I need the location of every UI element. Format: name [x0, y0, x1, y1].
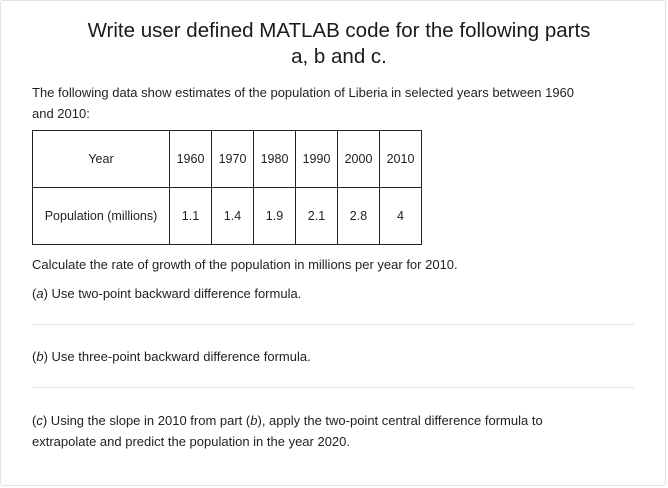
year-header-cell: Year [33, 131, 170, 188]
part-a-text: Use two-point backward difference formula. [47, 286, 302, 301]
question-heading [1, 18, 668, 70]
population-table [32, 130, 422, 245]
population-cell: 2.8 [338, 188, 380, 245]
year-cell: 1990 [296, 131, 338, 188]
population-header-cell: Population (millions) [33, 188, 170, 245]
year-cell: 1960 [170, 131, 212, 188]
calculate-instruction: Calculate the rate of growth of the population in millions per year for 2010. [32, 257, 458, 272]
heading-line-1: Write user defined MATLAB code for the following parts [87, 19, 591, 42]
population-cell: 1.9 [254, 188, 296, 245]
part-c-line-2: extrapolate and predict the population in the year 2020. [32, 434, 351, 449]
population-cell: 1.1 [170, 188, 212, 245]
part-b-text: Use three-point backward difference formula. [47, 349, 311, 364]
part-b [32, 346, 632, 367]
part-c-letter: c [36, 413, 43, 428]
intro-paragraph [32, 82, 632, 124]
population-cell: 1.4 [212, 188, 254, 245]
heading-line-2: a, b and c. [291, 45, 387, 68]
part-c-line-1 [32, 410, 632, 431]
part-c-text-2: ), apply the two-point central difference formula to [257, 413, 543, 428]
part-a [32, 283, 632, 304]
part-a-close: ) [43, 286, 48, 301]
divider [32, 387, 634, 388]
year-cell: 2010 [380, 131, 422, 188]
part-a-letter: a [36, 286, 44, 301]
part-a-open: ( [32, 286, 37, 301]
population-cell: 4 [380, 188, 422, 245]
part-c [32, 410, 632, 452]
part-c-ref: b [250, 413, 258, 428]
part-c-open: ( [32, 413, 37, 428]
year-cell: 1970 [212, 131, 254, 188]
part-b-open: ( [32, 349, 37, 364]
part-b-close: ) [43, 349, 48, 364]
population-row [33, 188, 422, 245]
year-cell: 1980 [254, 131, 296, 188]
population-cell: 2.1 [296, 188, 338, 245]
year-cell: 2000 [338, 131, 380, 188]
part-c-text-1: Using the slope in 2010 from part ( [47, 413, 251, 428]
intro-line-1: The following data show estimates of the population of Liberia in selected years between 1960 [32, 85, 575, 100]
part-b-letter: b [36, 349, 44, 364]
year-row [33, 131, 422, 188]
part-c-close: ) [42, 413, 48, 428]
divider [32, 324, 634, 325]
intro-line-2: and 2010: [32, 106, 90, 121]
